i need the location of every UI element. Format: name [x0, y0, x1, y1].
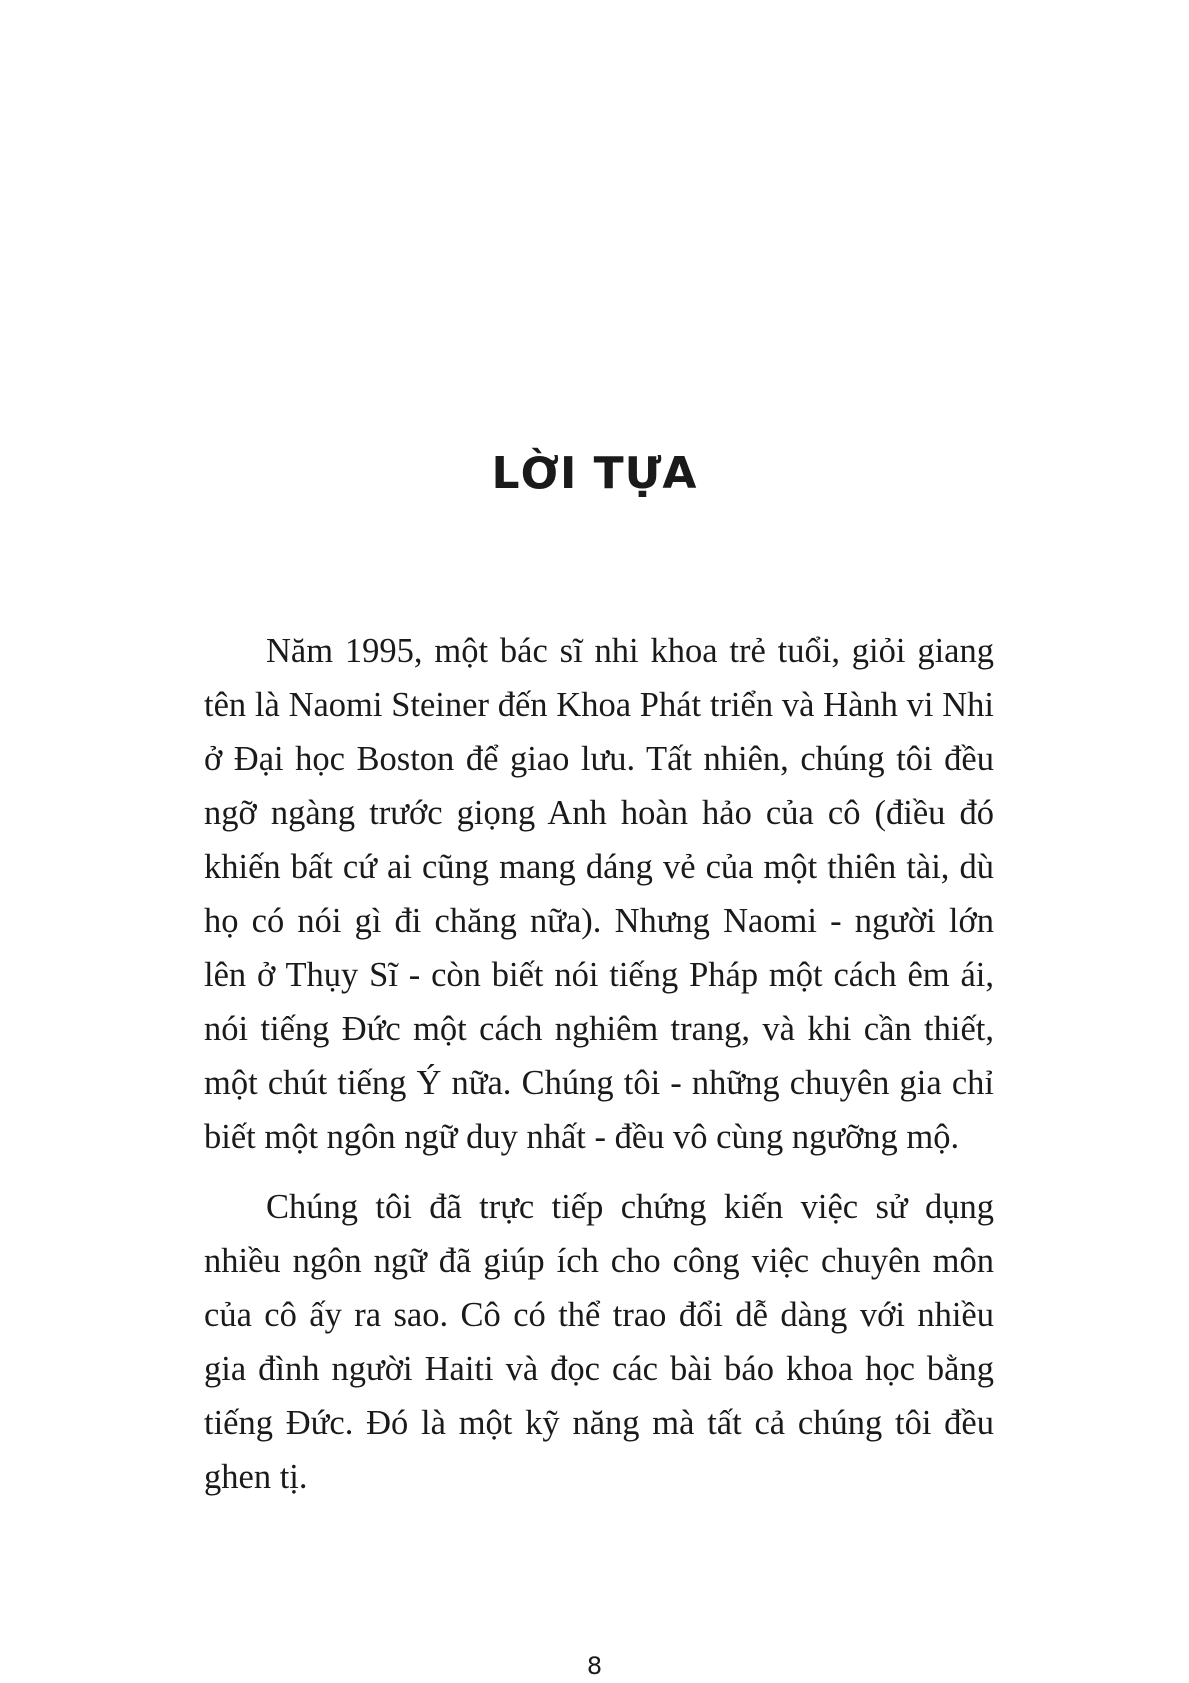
page-number: 8: [586, 1652, 603, 1680]
body-text: [204, 624, 994, 1520]
paragraph-2: Chúng tôi đã trực tiếp chứng kiến việc sử dụng nhiều ngôn ngữ đã giúp ích cho công việc chuyên môn của cô ấy ra sao. Cô có thể trao đổi dễ dàng với nhiều gia đình người Haiti và đọc các bài báo khoa học bằng tiếng Đức. Đó là một kỹ năng mà tất cả chúng tôi đều ghen tị.: [204, 1188, 994, 1496]
paragraph-1: Năm 1995, một bác sĩ nhi khoa trẻ tuổi, giỏi giang tên là Naomi Steiner đến Khoa Phát triển và Hành vi Nhi ở Đại học Boston để giao lưu. Tất nhiên, chúng tôi đều ngỡ ngàng trước giọng Anh hoàn hảo của cô (điều đó khiến bất cứ ai cũng mang dáng vẻ của một thiên tài, dù họ có nói gì đi chăng nữa). Nhưng Naomi - người lớn lên ở Thụy Sĩ - còn biết nói tiếng Pháp một cách êm ái, nói tiếng Đức một cách nghiêm trang, và khi cần thiết, một chút tiếng Ý nữa. Chúng tôi - những chuyên gia chỉ biết một ngôn ngữ duy nhất - đều vô cùng ngưỡng mộ.: [204, 632, 994, 1156]
page-title: LỜI TỰA: [491, 448, 698, 499]
